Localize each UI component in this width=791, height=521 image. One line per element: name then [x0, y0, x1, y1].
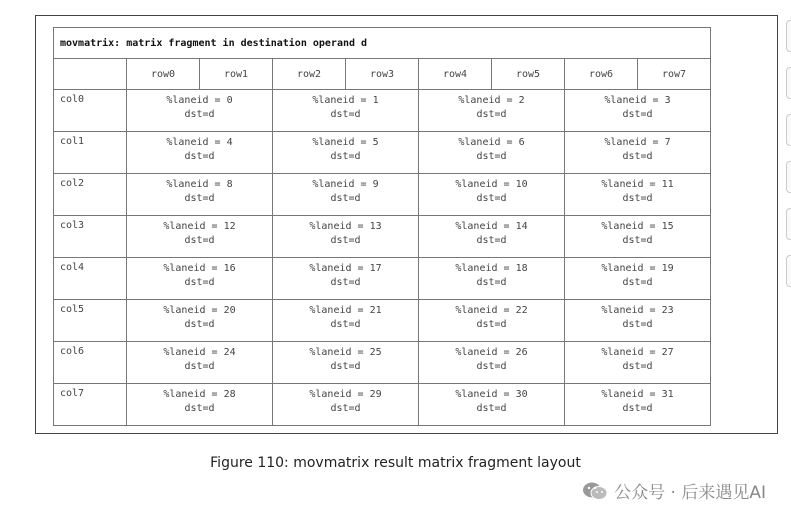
lane-id-text: %laneid = 4 [166, 137, 233, 148]
lane-id-text: %laneid = 1 [312, 95, 379, 106]
lane-cell [419, 216, 565, 258]
dst-text: dst=d [476, 109, 507, 120]
watermark [582, 478, 766, 503]
lane-cell [127, 174, 273, 216]
lane-cell [273, 216, 419, 258]
side-tab[interactable] [786, 114, 791, 146]
lane-id-text: %laneid = 25 [309, 347, 382, 358]
dst-text: dst=d [330, 319, 361, 330]
dst-text: dst=d [184, 151, 215, 162]
lane-id-text: %laneid = 15 [601, 221, 674, 232]
lane-cell [273, 342, 419, 384]
figure-caption: Figure 110: movmatrix result matrix fragment layout [210, 455, 581, 471]
table-row [54, 216, 711, 258]
lane-cell [127, 300, 273, 342]
column-header-row3: row3 [346, 59, 419, 90]
lane-id-text: %laneid = 3 [604, 95, 671, 106]
lane-id-text: %laneid = 13 [309, 221, 382, 232]
table-row [54, 384, 711, 426]
lane-cell [419, 342, 565, 384]
row-label: col7 [54, 384, 127, 426]
lane-id-text: %laneid = 2 [458, 95, 525, 106]
corner-cell [54, 59, 127, 90]
table-row [54, 90, 711, 132]
fragment-layout-table [53, 27, 711, 426]
lane-id-text: %laneid = 6 [458, 137, 525, 148]
lane-cell [419, 174, 565, 216]
lane-id-text: %laneid = 26 [455, 347, 528, 358]
side-tab[interactable] [786, 67, 791, 99]
row-label: col2 [54, 174, 127, 216]
lane-id-text: %laneid = 14 [455, 221, 528, 232]
table-title: movmatrix: matrix fragment in destination operand d [54, 28, 711, 59]
lane-id-text: %laneid = 28 [163, 389, 236, 400]
dst-text: dst=d [184, 235, 215, 246]
dst-text: dst=d [184, 319, 215, 330]
lane-cell [565, 132, 711, 174]
dst-text: dst=d [184, 277, 215, 288]
side-tabs [786, 20, 791, 302]
dst-text: dst=d [476, 235, 507, 246]
lane-cell [127, 132, 273, 174]
column-header-row1: row1 [200, 59, 273, 90]
lane-cell [419, 258, 565, 300]
table-row [54, 174, 711, 216]
dst-text: dst=d [622, 109, 653, 120]
dst-text: dst=d [330, 109, 361, 120]
lane-cell [273, 300, 419, 342]
lane-id-text: %laneid = 22 [455, 305, 528, 316]
dst-text: dst=d [622, 403, 653, 414]
lane-cell [565, 90, 711, 132]
dst-text: dst=d [330, 193, 361, 204]
row-label: col3 [54, 216, 127, 258]
lane-id-text: %laneid = 31 [601, 389, 674, 400]
row-label: col1 [54, 132, 127, 174]
dst-text: dst=d [622, 151, 653, 162]
lane-cell [565, 300, 711, 342]
lane-cell [419, 384, 565, 426]
lane-id-text: %laneid = 19 [601, 263, 674, 274]
row-label: col5 [54, 300, 127, 342]
dst-text: dst=d [476, 151, 507, 162]
lane-cell [273, 258, 419, 300]
lane-cell [127, 384, 273, 426]
dst-text: dst=d [476, 403, 507, 414]
dst-text: dst=d [330, 151, 361, 162]
side-tab[interactable] [786, 208, 791, 240]
dst-text: dst=d [622, 193, 653, 204]
column-header-row5: row5 [492, 59, 565, 90]
lane-cell [127, 216, 273, 258]
dst-text: dst=d [622, 235, 653, 246]
dst-text: dst=d [184, 193, 215, 204]
table-row [54, 300, 711, 342]
lane-cell [565, 384, 711, 426]
table-row [54, 342, 711, 384]
table-row [54, 132, 711, 174]
lane-cell [565, 216, 711, 258]
lane-cell [565, 258, 711, 300]
dst-text: dst=d [622, 277, 653, 288]
lane-id-text: %laneid = 23 [601, 305, 674, 316]
lane-id-text: %laneid = 21 [309, 305, 382, 316]
dst-text: dst=d [330, 361, 361, 372]
column-header-row4: row4 [419, 59, 492, 90]
dst-text: dst=d [622, 361, 653, 372]
lane-id-text: %laneid = 11 [601, 179, 674, 190]
lane-cell [273, 132, 419, 174]
row-label: col4 [54, 258, 127, 300]
lane-id-text: %laneid = 27 [601, 347, 674, 358]
column-header-row6: row6 [565, 59, 638, 90]
lane-cell [273, 384, 419, 426]
lane-cell [127, 342, 273, 384]
dst-text: dst=d [622, 319, 653, 330]
lane-id-text: %laneid = 5 [312, 137, 379, 148]
lane-cell [565, 342, 711, 384]
lane-cell [273, 90, 419, 132]
lane-id-text: %laneid = 20 [163, 305, 236, 316]
dst-text: dst=d [330, 235, 361, 246]
lane-cell [419, 90, 565, 132]
side-tab[interactable] [786, 161, 791, 193]
row-label: col0 [54, 90, 127, 132]
dst-text: dst=d [476, 319, 507, 330]
side-tab[interactable] [786, 255, 791, 287]
watermark-text: 公众号 · 后来遇见AI [614, 483, 766, 503]
dst-text: dst=d [184, 361, 215, 372]
dst-text: dst=d [330, 277, 361, 288]
lane-id-text: %laneid = 10 [455, 179, 528, 190]
side-tab[interactable] [786, 20, 791, 52]
lane-cell [127, 90, 273, 132]
dst-text: dst=d [476, 361, 507, 372]
dst-text: dst=d [330, 403, 361, 414]
lane-id-text: %laneid = 30 [455, 389, 528, 400]
lane-cell [565, 174, 711, 216]
lane-cell [419, 300, 565, 342]
lane-id-text: %laneid = 0 [166, 95, 233, 106]
lane-cell [127, 258, 273, 300]
lane-id-text: %laneid = 29 [309, 389, 382, 400]
lane-cell [273, 174, 419, 216]
dst-text: dst=d [476, 277, 507, 288]
lane-cell [419, 132, 565, 174]
column-header-row0: row0 [127, 59, 200, 90]
dst-text: dst=d [184, 109, 215, 120]
column-header-row7: row7 [638, 59, 711, 90]
dst-text: dst=d [476, 193, 507, 204]
lane-id-text: %laneid = 12 [163, 221, 236, 232]
lane-id-text: %laneid = 9 [312, 179, 379, 190]
lane-id-text: %laneid = 8 [166, 179, 233, 190]
table-row [54, 258, 711, 300]
dst-text: dst=d [184, 403, 215, 414]
wechat-icon [582, 481, 608, 501]
lane-id-text: %laneid = 16 [163, 263, 236, 274]
lane-id-text: %laneid = 24 [163, 347, 236, 358]
column-header-row2: row2 [273, 59, 346, 90]
lane-id-text: %laneid = 17 [309, 263, 382, 274]
row-label: col6 [54, 342, 127, 384]
lane-id-text: %laneid = 18 [455, 263, 528, 274]
lane-id-text: %laneid = 7 [604, 137, 671, 148]
